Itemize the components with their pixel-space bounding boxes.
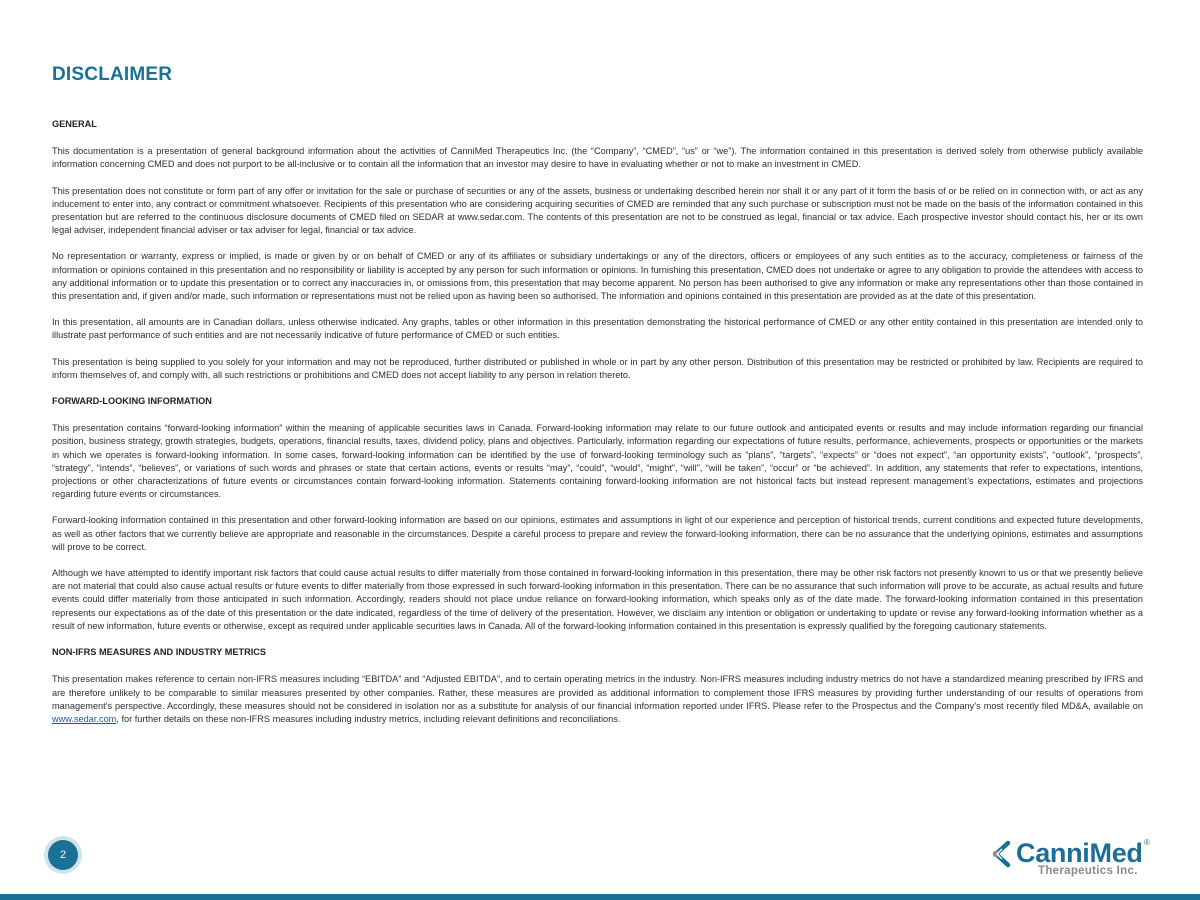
- footer-accent-bar: [0, 894, 1200, 900]
- non-ifrs-paragraph: [52, 673, 1143, 726]
- non-ifrs-text-before-link: This presentation makes reference to certain non-IFRS measures including “EBITDA” and “Adjusted EBITDA”, and to certain operating metrics in the industry. Non-IFRS measures including industry metrics do not have a standardized meaning prescribed by IFRS and are therefore unlikely to be comparable to similar measures presented by other companies. Rather, these measures are provided as additional information to complement those IFRS measures by providing further understanding of our results of operations from management’s perspective. Accordingly, these measures should not be considered in isolation nor as a substitute for analysis of our financial information reported under IFRS. Please refer to the Prospectus and the Company’s most recently filed MD&A, available on: [52, 674, 1143, 711]
- general-paragraph: This presentation does not constitute or form part of any offer or invitation for the sale or purchase of securities or any of the assets, business or undertaking described herein nor shall it or any part of it form the basis of or be relied on in connection with, or act as any inducement to enter into, any contract or commitment whatsoever. Recipients of this presentation who are considering acquiring securities of CMED are reminded that any such purchase or subscription must not be made on the basis of the information contained in this presentation but are referred to the continuous disclosure documents of CMED filed on SEDAR at www.sedar.com. The contents of this presentation are not to be construed as legal, financial or tax advice. Each prospective investor should contact his, her or its own legal adviser, independent financial adviser or tax adviser for legal, financial or tax advice.: [52, 185, 1143, 236]
- cannimed-logo: [986, 838, 1156, 880]
- general-paragraph: This documentation is a presentation of general background information about the activities of CanniMed Therapeutics Inc. (the “Company”, “CMED”, “us” or “we”). The information contained in this presentation is derived solely from otherwise publicly available information concerning CMED and does not purport to be all-inclusive or to contain all the information that an investor may desire to have in evaluating whether or not to make an investment in CMED.: [52, 146, 1143, 170]
- section-heading-forward-looking: FORWARD-LOOKING INFORMATION: [52, 396, 212, 407]
- page-title: DISCLAIMER: [52, 64, 173, 85]
- section-heading-non-ifrs: NON-IFRS MEASURES AND INDUSTRY METRICS: [52, 647, 267, 658]
- forward-looking-paragraph: Forward-looking information contained in this presentation and other forward-looking information are based on our opinions, estimates and assumptions in light of our experience and perception of historical trends, current conditions and expected future developments, as well as other factors that we currently believe are appropriate and reasonable in the circumstances. Despite a careful process to prepare and review the forward-looking information, there can be no assurance that the underlying opinions, estimates and assumptions will prove to be correct.: [52, 515, 1143, 552]
- disclaimer-content: [52, 118, 1143, 739]
- sedar-link[interactable]: www.sedar.com: [52, 713, 117, 724]
- cannimed-logo-mark-icon: [986, 840, 1016, 868]
- page-number: 2: [48, 840, 78, 870]
- page-number-badge: [44, 836, 82, 874]
- forward-looking-paragraph: This presentation contains “forward-looking information” within the meaning of applicable securities laws in Canada. Forward-looking information may relate to our future outlook and anticipated events or results and may include information regarding our financial position, business strategy, growth strategies, budgets, operations, financial results, taxes, dividend policy, plans and objectives. Particularly, information regarding our expectations of future results, performance, achievements, prospects or opportunities or the markets in which we operates is forward-looking information. In some cases, forward-looking information can be identified by the use of forward-looking terminology such as “plans”, “targets”, “expects” or “does not expect”, “an opportunity exists”, “outlook”, “prospects”, “strategy”, “intends”, “believes”, or variations of such words and phrases or state that certain actions, events or results “may”, “could”, “would”, “might”, “will”, “will be taken”, “occur” or “be achieved”. In addition, any statements that refer to expectations, intentions, projections or other characterizations of future events or circumstances contain forward-looking information. Statements containing forward-looking information are not historical facts but instead represent management’s expectations, estimates and projections regarding future events or circumstances.: [52, 423, 1143, 500]
- logo-registered-mark: ®: [1144, 838, 1150, 847]
- general-paragraph: In this presentation, all amounts are in Canadian dollars, unless otherwise indicated. Any graphs, tables or other information in this presentation demonstrating the historical performance of CMED or any other entity contained in this presentation are intended only to illustrate past performance of such entities and are not necessarily indicative of future performance of CMED or such entities.: [52, 317, 1143, 341]
- logo-subtitle: Therapeutics Inc.: [1038, 865, 1138, 877]
- section-heading-general: GENERAL: [52, 119, 97, 129]
- logo-wordmark: CanniMed: [1016, 838, 1143, 868]
- non-ifrs-text-after-link: , for further details on these non-IFRS measures including industry metrics, including relevant definitions and reconciliations.: [116, 713, 621, 724]
- forward-looking-paragraph: Although we have attempted to identify important risk factors that could cause actual results to differ materially from those contained in forward-looking information in this presentation, there may be other risk factors not presently known to us or that we presently believe are not material that could also cause actual results or future events to differ materially from those expressed in such forward-looking information in this presentation. There can be no assurance that such information will prove to be accurate, as actual results and future events could differ materially from those anticipated in such information. Accordingly, readers should not place undue reliance on forward-looking information, which speaks only as of the date made. The forward-looking information contained in this presentation represents our expectations as of the date of this presentation or the date indicated, regardless of the time of delivery of the presentation. However, we disclaim any intention or obligation or undertaking to update or revise any forward-looking information whether as a result of new information, future events or otherwise, except as required under applicable securities laws in Canada. All of the forward-looking information contained in this presentation is expressly qualified by the foregoing cautionary statements.: [52, 568, 1143, 631]
- general-paragraph: No representation or warranty, express or implied, is made or given by or on behalf of CMED or any of its affiliates or subsidiary undertakings or any of the directors, officers or employees of any such entities as to the accuracy, completeness or fairness of the information or opinions contained in this presentation and no responsibility or liability is accepted by any person for such information or opinions. In furnishing this presentation, CMED does not undertake or agree to any obligation to provide the attendees with access to any additional information or to update this presentation or to correct any inaccuracies in, or omissions from, this presentation that may become apparent. No person has been authorised to give any information or make any representations other than those contained in this presentation and, if given and/or made, such information or representations must not be relied upon as having been so authorised. The information and opinions contained in this presentation are provided as at the date of this presentation.: [52, 251, 1143, 302]
- general-paragraph: This presentation is being supplied to you solely for your information and may not be reproduced, further distributed or published in whole or in part by any other person. Distribution of this presentation may be restricted or prohibited by law. Recipients are required to inform themselves of, and comply with, all such restrictions or prohibitions and CMED does not accept liability to any person in relation thereto.: [52, 356, 1143, 380]
